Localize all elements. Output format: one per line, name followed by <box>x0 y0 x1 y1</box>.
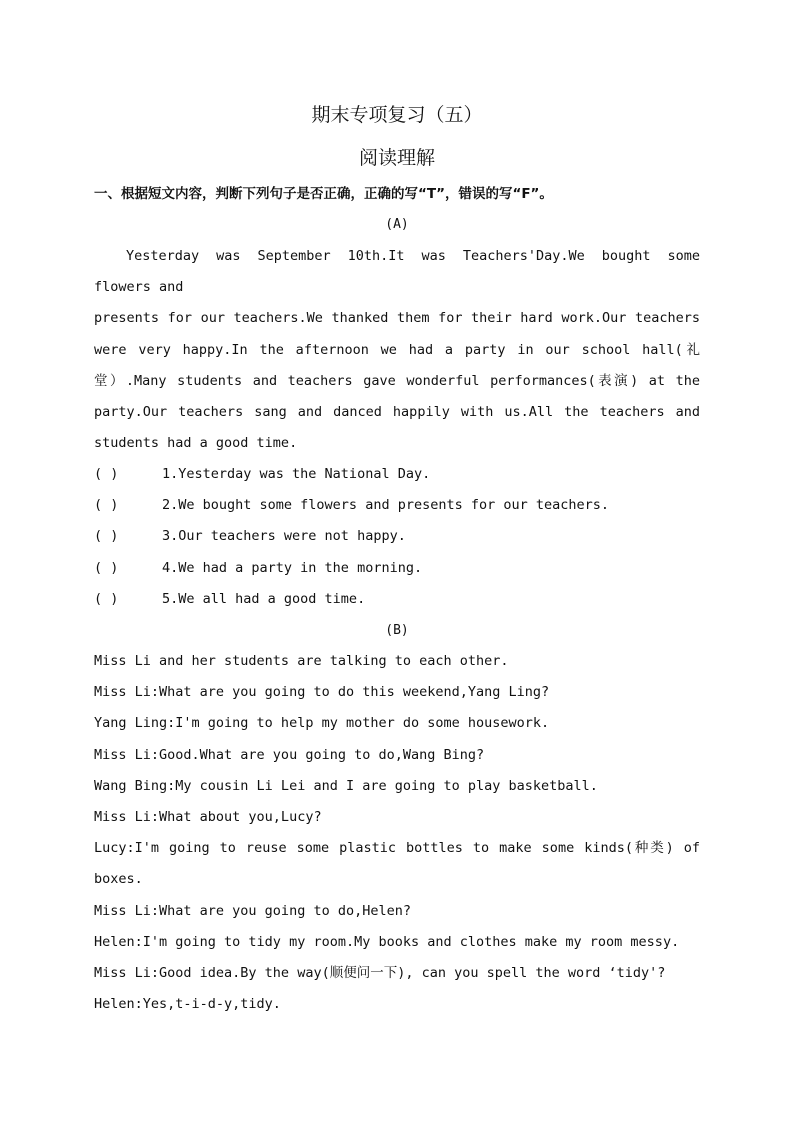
question-list <box>94 459 700 615</box>
dialogue-line: Miss Li:What are you going to do,Helen? <box>94 902 411 919</box>
question-text: 2.We bought some flowers and presents for our teachers. <box>162 497 610 514</box>
dialogue-line: Miss Li:What are you going to do this weekend,Yang Ling? <box>94 684 550 701</box>
dialogue-line: Helen:I'm going to tidy my room.My books and clothes make my room messy. <box>94 933 680 950</box>
dialogue-line: Yang Ling:I'm going to help my mother do some housework. <box>94 715 550 732</box>
question-text: 5.We all had a good time. <box>162 590 366 607</box>
answer-blank[interactable]: ( ) <box>94 528 119 545</box>
dialogue-line: Miss Li:Good.What are you going to do,Wang Bing? <box>94 746 485 763</box>
question-text: 3.Our teachers were not happy. <box>162 528 406 545</box>
answer-blank[interactable]: ( ) <box>94 497 119 514</box>
question-text: 1.Yesterday was the National Day. <box>162 466 431 482</box>
passage-a-paragraph: presents for our teachers.We thanked them for their hard work.Our teachers were very happy.In the afternoon we had a party in our school hall(礼堂）.Many students and teachers gave wonderful performances(表演) at the party.Our teachers sang and danced happily with us.All the teachers and students had a good time. <box>94 310 700 452</box>
page-title: 期末专项复习（五） <box>311 104 483 126</box>
dialogue-line: Miss Li:Good idea.By the way(顺便问一下), can you spell the word ‘tidy'? <box>94 965 666 982</box>
dialogue-line: Wang Bing:My cousin Li Lei and I are going to play basketball. <box>94 777 598 794</box>
question-text: 4.We had a party in the morning. <box>162 559 423 576</box>
answer-blank[interactable]: ( ) <box>94 590 119 607</box>
passage-a-label: (A) <box>385 217 409 232</box>
answer-blank[interactable]: ( ) <box>94 559 119 576</box>
question-item <box>94 521 700 552</box>
dialogue-line: Miss Li:What about you,Lucy? <box>94 809 322 826</box>
dialogue-line: Miss Li and her students are talking to each other. <box>94 653 509 669</box>
question-item <box>94 490 700 521</box>
page-subtitle: 阅读理解 <box>358 147 435 169</box>
question-item <box>94 553 700 584</box>
passage-a-paragraph: Yesterday was September 10th.It was Teachers'Day.We bought some flowers and <box>94 248 700 296</box>
question-item <box>94 459 700 490</box>
passage-b-dialogue <box>94 646 700 1020</box>
passage-b-label: (B) <box>385 623 409 638</box>
question-item <box>94 584 700 615</box>
section-instruction: 一、根据短文内容，判断下列句子是否正确，正确的写“T”，错误的写“F”。 <box>94 186 553 202</box>
passage-a <box>94 241 700 459</box>
answer-blank[interactable]: ( ) <box>94 466 119 482</box>
dialogue-line: Lucy:I'm going to reuse some plastic bottles to make some kinds(种类) of boxes. <box>94 840 700 888</box>
dialogue-line: Helen:Yes,t-i-d-y,tidy. <box>94 996 281 1013</box>
